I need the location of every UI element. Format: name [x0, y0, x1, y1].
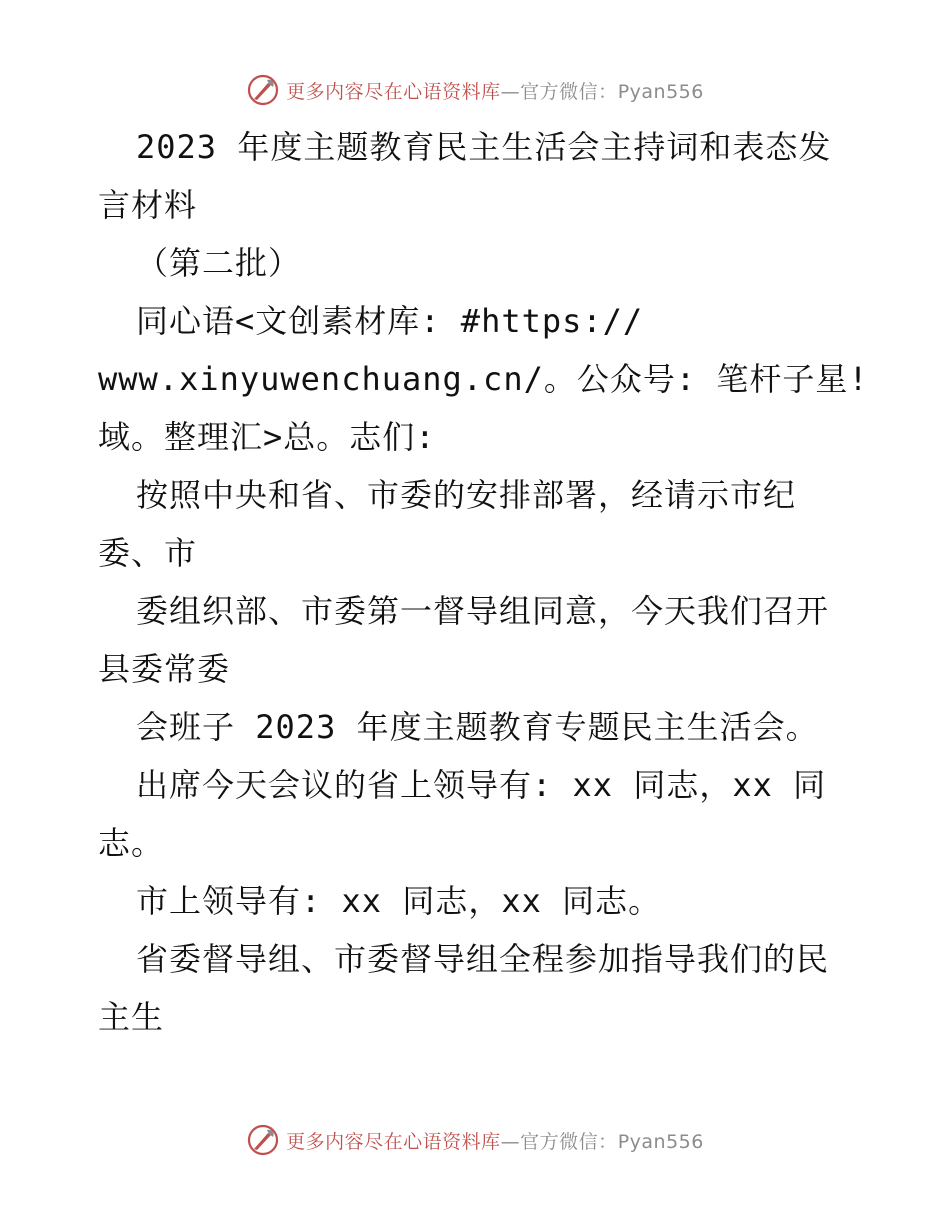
document-title-line-1: 2023 年度主题教育民主生活会主持词和表态发 — [136, 128, 832, 166]
banner-wechat-id: Pyan556 — [617, 80, 704, 103]
quill-circle-icon — [246, 1123, 280, 1157]
paragraph-line: 会班子 2023 年度主题教育专题民主生活会。 — [136, 708, 819, 746]
paragraph-line: 主生 — [98, 998, 165, 1036]
paragraph-line: 域。整理汇>总。志们: — [98, 418, 436, 456]
paragraph-line: 县委常委 — [98, 650, 231, 688]
banner-text-red: 更多内容尽在心语资料库 — [286, 80, 501, 103]
banner-text — [286, 1127, 704, 1154]
footer-watermark-banner — [0, 1120, 950, 1160]
paragraph-line: 同心语<文创素材库: #https:// — [136, 302, 644, 340]
banner-text-gray: —官方微信： — [500, 80, 618, 103]
paragraph-line: 委、市 — [98, 534, 198, 572]
banner-text — [286, 77, 704, 104]
document-title-line-2: 言材料 — [98, 186, 198, 224]
paragraph-line: 志。 — [98, 824, 165, 862]
paragraph-line: 省委督导组、市委督导组全程参加指导我们的民 — [136, 940, 830, 978]
document-body — [98, 118, 878, 1046]
document-subtitle: （第二批） — [136, 244, 302, 282]
banner-text-gray: —官方微信： — [500, 1130, 618, 1153]
paragraph-line: 按照中央和省、市委的安排部署，经请示市纪 — [136, 476, 797, 514]
paragraph-line: 市上领导有: xx 同志，xx 同志。 — [136, 882, 662, 920]
paragraph-line: 出席今天会议的省上领导有: xx 同志，xx 同 — [136, 766, 827, 804]
banner-wechat-id: Pyan556 — [617, 1130, 704, 1153]
header-watermark-banner — [0, 70, 950, 110]
paragraph-line: 委组织部、市委第一督导组同意，今天我们召开 — [136, 592, 830, 630]
banner-text-red: 更多内容尽在心语资料库 — [286, 1130, 501, 1153]
quill-circle-icon — [246, 73, 280, 107]
paragraph-line: www.xinyuwenchuang.cn/。公众号: 笔杆子星! — [98, 360, 869, 398]
